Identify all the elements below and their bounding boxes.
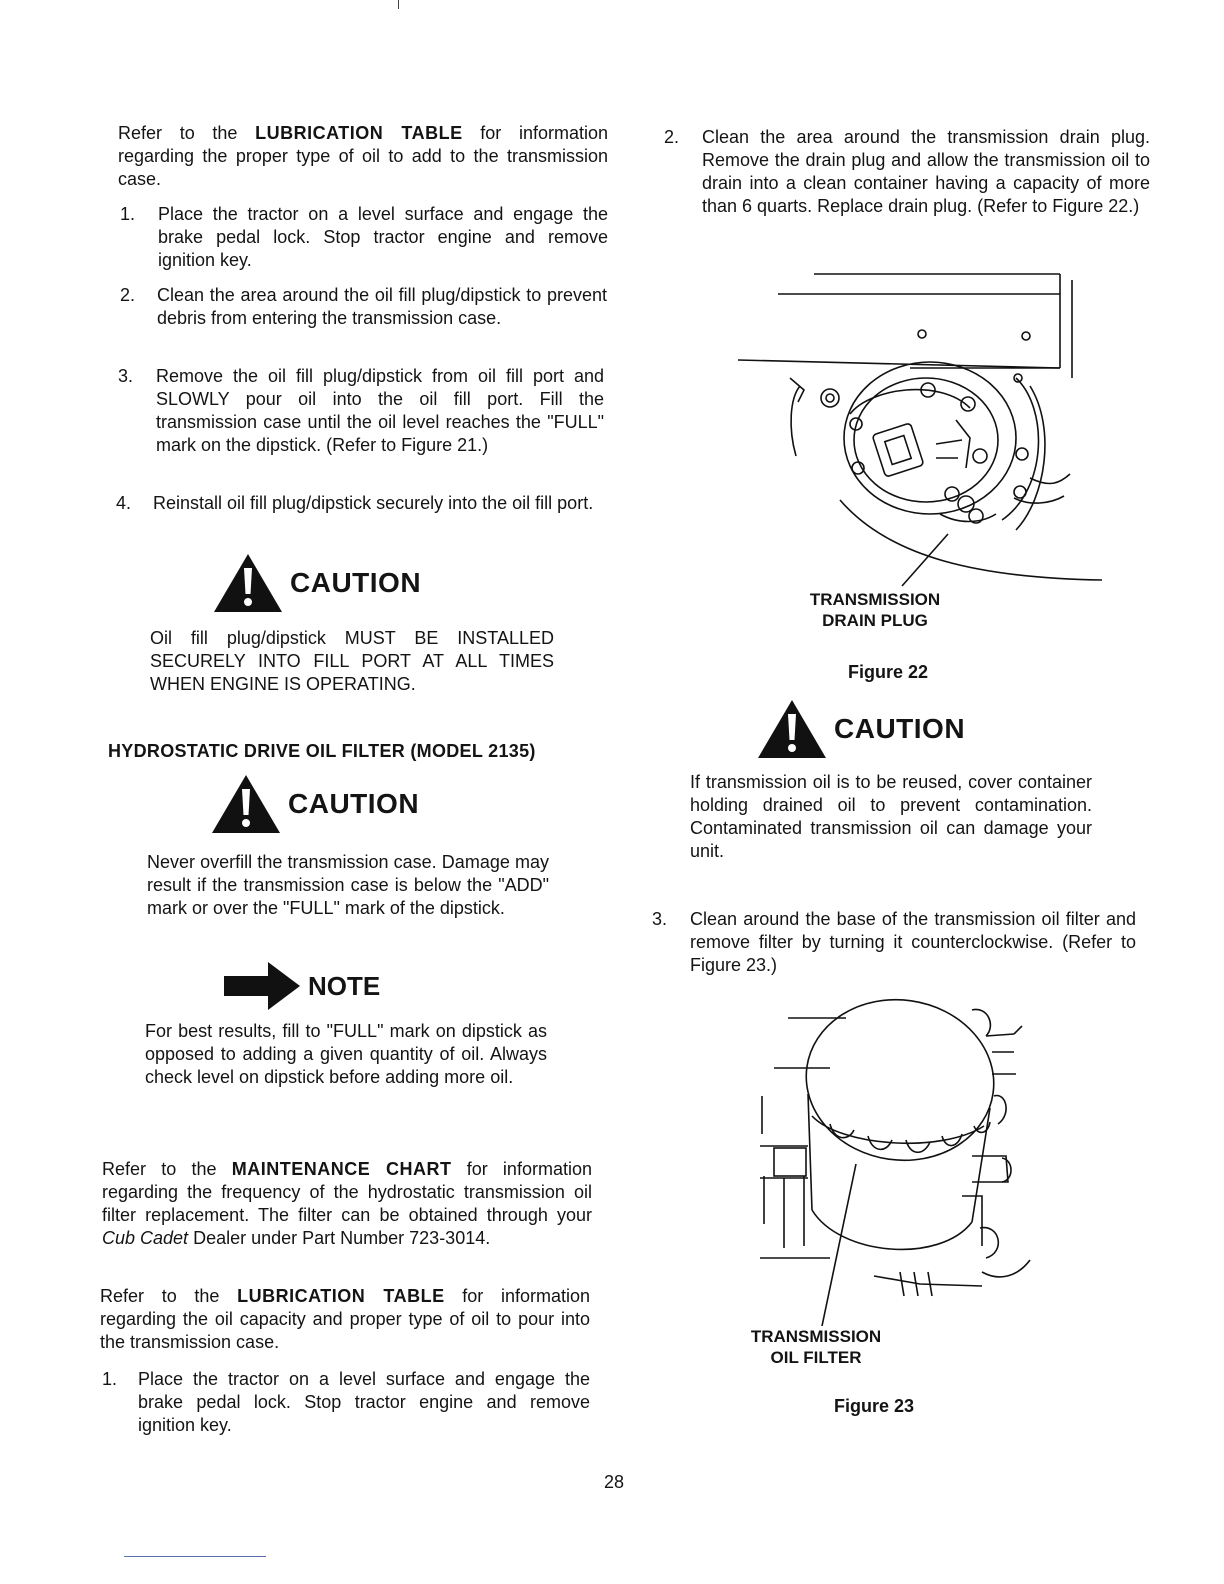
step-number: 1. — [120, 204, 136, 224]
step-text: Reinstall oil fill plug/dipstick securely into the oil fill port. — [153, 493, 594, 513]
caution-heading — [212, 552, 421, 614]
maintenance-chart-ref: MAINTENANCE CHART — [231, 1159, 452, 1179]
transmission-oil-filter-illustration — [750, 996, 1050, 1326]
step-text: Place the tractor on a level surface and engage the brake pedal lock. Stop tractor engine and remove ignition key. — [138, 1369, 590, 1435]
caution-text: Never overfill the transmission case. Damage may result if the transmission case is below the "ADD" mark or over the "FULL" mark of the dipstick. — [147, 852, 549, 918]
bottom-rule — [124, 1556, 266, 1557]
step-b1 — [102, 1368, 590, 1438]
step-number: 2. — [120, 285, 136, 305]
caution-label: CAUTION — [288, 788, 420, 819]
brand-name: Cub Cadet — [102, 1228, 189, 1248]
caution-label: CAUTION — [834, 713, 966, 744]
lubrication-intro: Refer to the LUBRICATION TABLE for information regarding the proper type of oil to add to the transmission case. — [118, 123, 608, 189]
warning-triangle-icon — [210, 773, 282, 835]
caution-text: If transmission oil is to be reused, cover container holding drained oil to prevent contamination. Contaminated transmission oil can damage your unit. — [690, 772, 1092, 861]
caution-heading — [210, 773, 419, 835]
arrow-right-icon — [222, 960, 302, 1012]
note-label: NOTE — [308, 970, 381, 1001]
lubrication-table-ref: LUBRICATION TABLE — [255, 123, 463, 143]
step-4 — [116, 492, 604, 539]
step-number: 3. — [118, 366, 134, 386]
step-number: 2. — [664, 127, 680, 147]
step-text: Remove the oil fill plug/dipstick from oil fill port and SLOWLY pour oil into the oil fill port. Fill the transmission case until the oil level reaches the "FULL" mark on the dipstick. (Refer to Figure 21.) — [156, 366, 604, 455]
lubrication-paragraph: Refer to the LUBRICATION TABLE for information regarding the oil capacity and proper type of oil to pour into the transmission case. — [100, 1286, 590, 1352]
caution-text: Oil fill plug/dipstick MUST BE INSTALLED SECURELY INTO FILL PORT AT ALL TIMES WHEN ENGINE IS OPERATING. — [150, 628, 554, 694]
step-text: Clean the area around the transmission drain plug. Remove the drain plug and allow the transmission oil to drain into a clean container having a capacity of more than 6 quarts. Replace drain plug. (Refer to Figure 22.) — [702, 127, 1150, 216]
step-number: 1. — [102, 1369, 118, 1389]
step-number: 4. — [116, 493, 132, 513]
transmission-drain-plug-illustration — [730, 268, 1110, 598]
step-1 — [120, 203, 608, 273]
step-text: Clean around the base of the transmission oil filter and remove filter by turning it counterclockwise. (Refer to Figure 23.) — [690, 909, 1136, 975]
step-number: 3. — [652, 909, 668, 929]
step-text: Place the tractor on a level surface and engage the brake pedal lock. Stop tractor engine and remove ignition key. — [158, 204, 608, 270]
step-text: Clean the area around the oil fill plug/dipstick to prevent debris from entering the transmission case. — [157, 285, 607, 328]
note-text: For best results, fill to "FULL" mark on dipstick as opposed to adding a given quantity of oil. Always check level on dipstick before adding more oil. — [145, 1021, 547, 1087]
warning-triangle-icon — [756, 698, 828, 760]
scan-mark — [398, 0, 399, 9]
figure-22-label: Figure 22 — [848, 662, 929, 682]
figure-23-label: Figure 23 — [834, 1396, 915, 1416]
figure-23-caption: TRANSMISSION OIL FILTER — [750, 1327, 882, 1367]
maintenance-paragraph: Refer to the MAINTENANCE CHART for information regarding the frequency of the hydrostatic transmission oil filter replacement. The filter can be obtained through your Cub Cadet Dealer under Part Number 723-3014. — [102, 1159, 592, 1248]
step-3-filter — [652, 908, 1136, 978]
lubrication-table-ref: LUBRICATION TABLE — [237, 1286, 445, 1306]
note-heading — [222, 960, 380, 1012]
caution-heading — [756, 698, 965, 760]
caution-label: CAUTION — [290, 567, 422, 598]
page-number: 28 — [604, 1472, 625, 1492]
step-2 — [120, 284, 608, 354]
section-heading: HYDROSTATIC DRIVE OIL FILTER (MODEL 2135) — [108, 741, 536, 761]
step-3 — [118, 365, 606, 481]
step-2-drain — [664, 126, 1150, 246]
warning-triangle-icon — [212, 552, 284, 614]
figure-22-caption: TRANSMISSION DRAIN PLUG — [809, 590, 941, 630]
